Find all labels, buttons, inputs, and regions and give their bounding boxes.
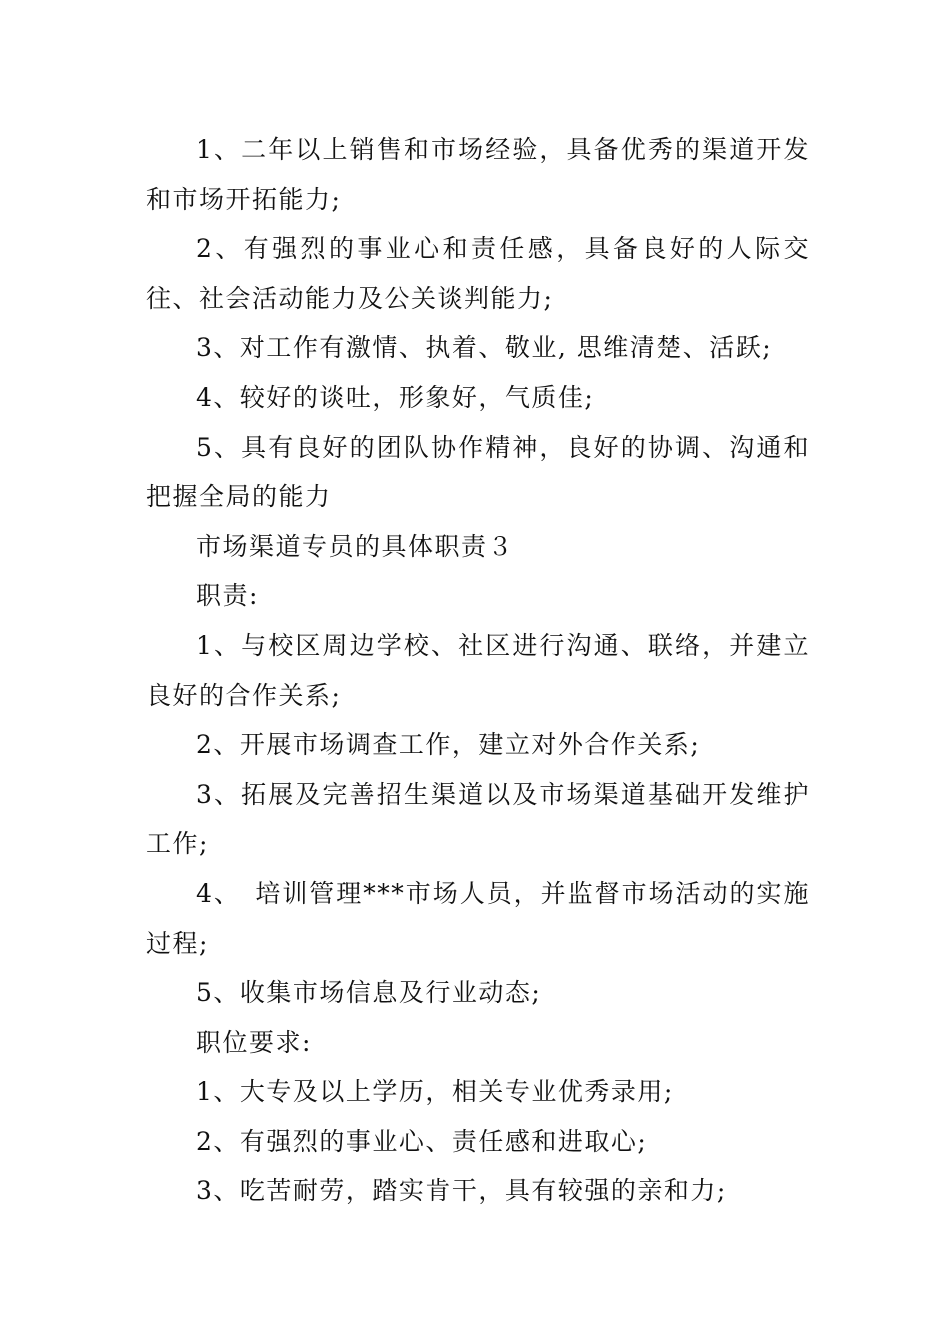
requirement-item-3: 3、对工作有激情、执着、敬业, 思维清楚、活跃; bbox=[196, 333, 773, 363]
duty-item-3: 3、拓展及完善招生渠道以及市场渠道基础开发维护工作; bbox=[146, 779, 810, 859]
duty-item-2: 2、开展市场调查工作，建立对外合作关系; bbox=[196, 730, 701, 760]
job-requirement-item-2: 2、有强烈的事业心、责任感和进取心; bbox=[196, 1126, 648, 1156]
requirement-item-5: 5、具有良好的团队协作精神，良好的协调、沟通和把握全局的能力 bbox=[146, 432, 810, 512]
requirement-item-1: 1、二年以上销售和市场经验，具备优秀的渠道开发和市场开拓能力; bbox=[146, 135, 810, 214]
document-body bbox=[146, 125, 810, 1216]
section-heading: 市场渠道专员的具体职责３ bbox=[196, 531, 515, 561]
duties-heading: 职责: bbox=[196, 581, 259, 611]
job-requirement-item-1: 1、大专及以上学历，相关专业优秀录用; bbox=[196, 1077, 674, 1107]
duty-item-4: 4、 培训管理***市场人员，并监督市场活动的实施过程; bbox=[146, 878, 810, 958]
job-requirements-heading: 职位要求: bbox=[196, 1027, 312, 1057]
duty-item-5: 5、收集市场信息及行业动态; bbox=[196, 978, 542, 1008]
duty-item-1: 1、与校区周边学校、社区进行沟通、联络，并建立良好的合作关系; bbox=[146, 630, 810, 710]
job-requirement-item-3: 3、吃苦耐劳，踏实肯干，具有较强的亲和力; bbox=[196, 1176, 727, 1206]
requirement-item-4: 4、较好的谈吐，形象好，气质佳; bbox=[196, 382, 595, 412]
requirement-item-2: 2、有强烈的事业心和责任感，具备良好的人际交往、社会活动能力及公关谈判能力; bbox=[146, 234, 810, 313]
